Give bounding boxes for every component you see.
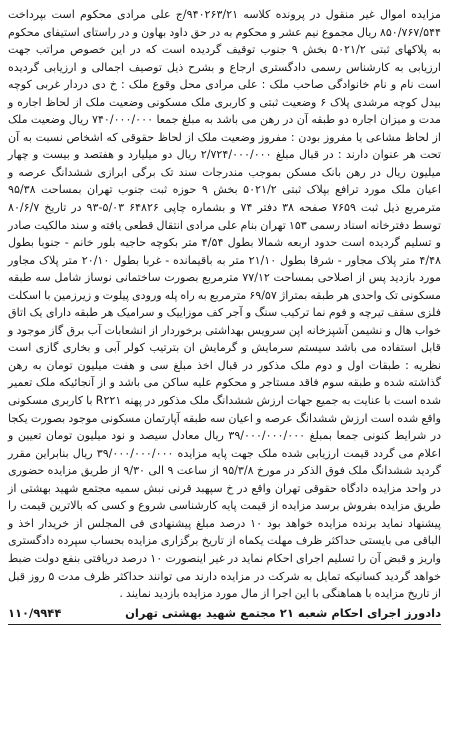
reference-number: ۱۱۰/۹۹۴۴ [8,605,62,620]
signature-line: دادورز اجرای احکام شعبه ۲۱ مجتمع شهید بهشتی تهران [125,605,441,620]
notice-footer [8,604,441,622]
notice-body: مزایده اموال غیر منقول در پرونده کلاسه ۹۴۰۲۶۳/۲۱/ج علی مرادی محکوم است بپرداخت ۸۵۰/۷۶۷/۵۴۴ ریال مجموع نیم عشر و محکوم به در حق داود بهاون و در راستای استیفای محکوم به پلاکهای ثبتی ۵۰۲۱/۲ بخش ۹ جنوب توقیف گردیده است که در این خصوص مراتب جهت ارزیابی به کارشناس رسمی دادگستری ارجاع و بشرح ذیل توصیف اجمالی و ارزیابی گردیده است نام و نام خانوادگی صاحب ملک : علی مرادی محل وقوع ملک : خ دی دردار غربی کوچه بیدل کوچه مرشدی پلاک ۶ وضعیت ثبتی و کاربری ملک مسکونی وضعیت ملک از لحاظ اجاره و مدت و میزان اجاره دو طبقه آن در رهن می باشد به مبلغ جمعا ۷۴۰/۰۰۰/۰۰۰ ریال وضعیت ملک از لحاظ مشاعی یا مفروز بودن : مفروز وضعیت ملک از لحاظ حقوقی که اشخاص نسبت به آن تحت هر عنوان دارند : در قبال مبلغ ۲/۷۲۴/۰۰۰/۰۰۰ ریال دو میلیارد و هفتصد و بیست و چهار میلیون ریال در رهن بانک مسکن بموجب مندرجات سند تک برگی ابرازی ششدانگ عرصه و اعیان ملک مورد ترافع بپلاک ثبتی ۵۰۲۱/۲ بخش ۹ حوزه ثبت جنوب تهران بمساحت ۹۵/۳۸ مترمربع ذیل ثبت ۷۶۵۹ صفحه ۳۸ دفتر ۷۴ و بشماره چاپی ۶۴۸۲۶ ۵/۰۳-۹۳ در تاریخ ۸۰/۶/۷ توسط دفترخانه اسناد رسمی ۱۵۳ تهران بنام علی مرادی انتقال قطعی یافته و سند مالکیت صادر و تسلیم گردیده است حدود اربعه شمالا بطول ۴/۵۴ متر بکوچه حاجیه بلور خانم - جنوبا بطول ۴/۴۸ متر پلاک مجاور - شرقا بطول ۲۱/۱۰ متر به باقیمانده - غربا بطول ۲۰/۱۰ متر پلاک مجاور مورد بازدید پس از اصلاحی بمساحت ۷۷/۱۲ مترمربع بصورت ساختمانی نوساز شامل سه طبقه مسکونی تک واحدی هر طبقه بمتراژ ۶۹/۵۷ مترمربع به راه پله ورودی پیلوت و زیرزمین با اسکلت فلزی سقف تیرچه و فوم نما ترکیب سنگ و آجر کف موزاییک و سرامیک هر طبقه دارای یک اتاق خواب هال و نشیمن آشپزخانه اپن سرویس بهداشتی برخوردار از انشعابات آب برق گاز موجود و قابل استفاده می باشد سیستم سرمایش و گرمایش ان بترتیب کولر آبی و بخاری گازی است نظریه : طبقات اول و دوم ملک مذکور در قبال اخذ مبلغ سی و هفت میلیون تومان به رهن گذاشته شده و طبقه سوم فاقد مستاجر و محکوم علیه ساکن می باشد و از آنجائیکه ملک تعمیر شده است با عنایت به جمیع جهات ارزش ششدانگ ملک مذکور در پهنه R۲۲۱ با کاربری مسکونی واقع شده است ارزش ششدانگ عرصه و اعیان سه طبقه آپارتمان مسکونی موجود بصورت یکجا در شرایط کنونی جمعا بمبلغ ۳۹/۰۰۰/۰۰۰/۰۰۰ ریال معادل سیصد و نود میلیون تومان تعیین و اعلام می گردد قیمت ارزیابی شده ملک جهت پایه مزایده ۳۹/۰۰۰/۰۰۰/۰۰۰ ریال بنابراین مقرر گردید ششدانگ ملک فوق الذکر در مورخ ۹۵/۳/۸ از ساعت ۹ الی ۹/۳۰ از طریق مزایده حضوری در واحد مزایده دادگاه حقوقی تهران واقع در خ سپهبد قرنی نبش سمیه مجتمع شهید بهشتی از طریق مزایده بفروش برسد مزایده از قیمت پایه کارشناسی شروع و کسی که بالاترین قیمت را پیشنهاد نماید برنده مزایده خواهد بود ۱۰ درصد مبلغ پیشنهادی فی المجلس از خریدار اخذ و الباقی می بایستی حداکثر ظرف مهلت یکماه از تاریخ برگزاری مزایده بحساب سپرده دادگستری واریز و قبض آن را تسلیم اجرای احکام نماید در غیر اینصورت ۱۰ درصد دریافتی بنفع دولت ضبط خواهد گردید کسانیکه تمایل به شرکت در مزایده دارند می توانند حداکثر ظرف مدت ۵ روز قبل از تاریخ مزایده با هماهنگی با این اجرا از مال مورد مزایده بازدید نمایند . [8,8,442,601]
bottom-divider [8,624,441,625]
